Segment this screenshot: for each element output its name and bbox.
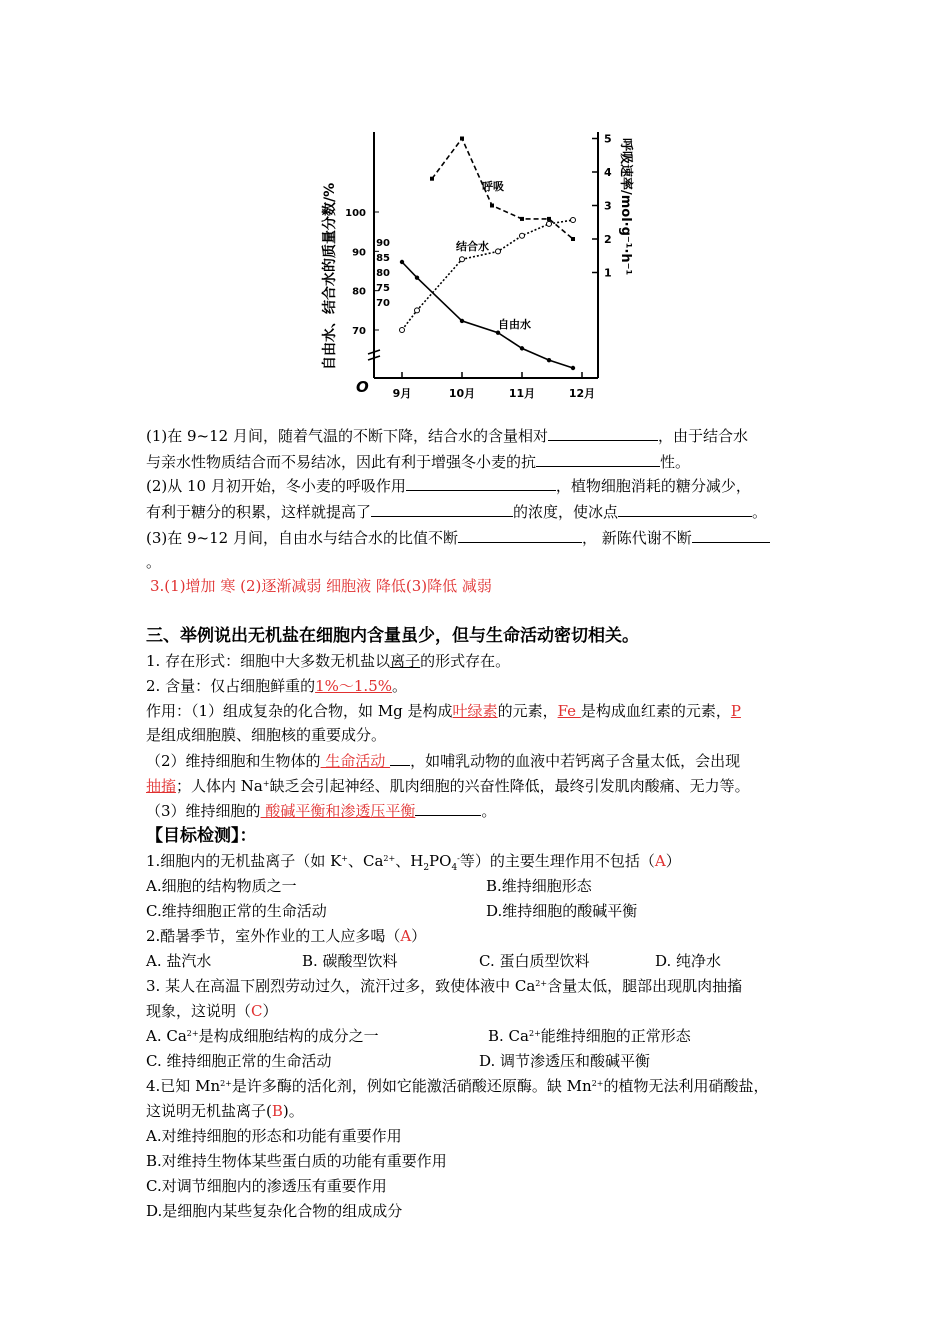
- tq3-option-c: C. 维持细胞正常的生命活动: [146, 1052, 332, 1070]
- series-point-自由水: [460, 319, 464, 323]
- q2-text-c: 有利于糖分的积累，这样就提高了: [146, 503, 372, 521]
- series-point-呼吸: [520, 217, 524, 221]
- target-heading: 【目标检测】：: [146, 826, 257, 846]
- tq3-a-text: A. Ca: [146, 1027, 187, 1045]
- q2-line1: [146, 476, 751, 496]
- use2-line2: [146, 776, 750, 796]
- item1-text: 1. 存在形式：细胞中大多数无机盐以: [146, 652, 391, 670]
- use1-answer-chlorophyll: 叶绿素: [452, 702, 498, 720]
- tq4-text-d: 这说明无机盐离子(: [146, 1102, 272, 1120]
- use3-blank: [415, 801, 481, 816]
- tq3-a-text-2: 是构成细胞结构的成分之一: [198, 1027, 379, 1045]
- q1-text-d: 性。: [660, 453, 691, 471]
- series-point-结合水: [496, 249, 501, 254]
- use2-text-na: ；人体内 Na: [176, 777, 263, 795]
- tq2-option-a: A. 盐汽水: [146, 952, 212, 970]
- tq1-text-e: 等）的主要生理作用不包括（: [459, 852, 655, 870]
- series-label-结合水: 结合水: [456, 240, 489, 253]
- right-axis-title: 呼吸速率/mol·g⁻¹·h⁻¹: [618, 138, 633, 276]
- series-point-自由水: [400, 260, 404, 264]
- tq3-text-d: ）: [262, 1002, 278, 1020]
- use1-line2: 是组成细胞膜、细胞核的重要成分。: [146, 726, 387, 744]
- use1-answer-p: P: [730, 702, 741, 720]
- tq4-option-b: B.对维持生物体某些蛋白质的功能有重要作用: [146, 1152, 447, 1170]
- tq1-option-a: A.细胞的结构物质之一: [146, 877, 297, 895]
- series-line-结合水: [402, 220, 573, 330]
- item2-text: 2. 含量：仅占细胞鲜重的: [146, 677, 316, 695]
- tq1-text-f: ）: [665, 852, 681, 870]
- h2-sub: 2: [423, 863, 430, 873]
- use1-line1: [146, 701, 741, 721]
- tq4-text-c: 的植物无法利用硝酸盐，: [603, 1077, 769, 1095]
- q2-blank-1[interactable]: [406, 476, 556, 491]
- use1-answer-fe: Fe: [557, 702, 581, 720]
- tq4-answer: B: [271, 1102, 283, 1120]
- use1-text-3: 是构成血红素的元素，: [580, 702, 731, 720]
- series-point-呼吸: [490, 204, 494, 208]
- series-point-自由水: [520, 346, 524, 350]
- tick-group: [345, 133, 612, 401]
- x-tick-label: 11月: [508, 387, 536, 400]
- q1-line2: [146, 452, 690, 472]
- k-charge: +: [341, 854, 348, 863]
- mn-charge: 2+: [220, 1079, 232, 1088]
- series-label-呼吸: 呼吸: [482, 180, 504, 193]
- left-tick-label-lower: 70: [376, 298, 390, 309]
- q2-blank-2[interactable]: [371, 502, 513, 517]
- q3-line2: [146, 552, 161, 572]
- series-point-自由水: [571, 366, 575, 370]
- tq2-text: 2.酷暑季节，室外作业的工人应多喝（: [146, 927, 401, 945]
- series-point-结合水: [571, 218, 576, 223]
- q3-text-c: 。: [146, 553, 162, 571]
- series-point-结合水: [400, 328, 405, 333]
- tq4-option-d: D.是细胞内某些复杂化合物的组成成分: [146, 1202, 403, 1220]
- tq2-option-b: B. 碳酸型饮料: [302, 952, 398, 970]
- right-tick-label: 3: [604, 199, 612, 213]
- series-label-自由水: 自由水: [498, 318, 531, 331]
- section3-heading: 三、举例说出无机盐在细胞内含量虽少，但与生命活动密切相关。: [146, 626, 639, 646]
- q1-line1: [146, 426, 748, 446]
- series-point-自由水: [496, 330, 500, 334]
- ca-charge-3: 2+: [186, 1029, 199, 1038]
- tq1-stem: [146, 851, 681, 878]
- use3-line: [146, 801, 496, 821]
- q3-blank-2[interactable]: [692, 528, 770, 543]
- use1-text: 作用：（1）组成复杂的化合物，如 Mg 是构成: [146, 702, 453, 720]
- item1-answer: 离子: [390, 652, 421, 670]
- right-tick-label: 2: [604, 233, 612, 246]
- series-point-自由水: [415, 276, 419, 280]
- q3-text-a: (3)在 9~12 月间，自由水与结合水的比值不断: [146, 529, 458, 547]
- q2-blank-3[interactable]: [618, 502, 752, 517]
- water-respiration-chart: [320, 120, 640, 405]
- series-group: [400, 137, 576, 371]
- po4-charge: -: [457, 854, 460, 863]
- use2-answer: 生命活动: [320, 752, 391, 770]
- tq1-text-d: PO: [429, 852, 452, 870]
- series-point-结合水: [520, 233, 525, 238]
- q2-text-d: 的浓度，使冰点: [513, 503, 619, 521]
- series-point-呼吸: [571, 237, 575, 241]
- q1-text-a: (1)在 9~12 月间，随着气温的不断下降，结合水的含量相对: [146, 427, 548, 445]
- origin-label: O: [356, 378, 369, 396]
- series-point-结合水: [415, 308, 420, 313]
- tq2-option-c: C. 蛋白质型饮料: [479, 952, 590, 970]
- tq4-text-a: 4.已知 Mn: [146, 1077, 221, 1095]
- series-line-自由水: [402, 262, 573, 368]
- series-point-结合水: [547, 221, 552, 226]
- tq3-option-b: [488, 1026, 691, 1046]
- q2-text-b: ，植物细胞消耗的糖分减少，: [555, 477, 751, 495]
- tq3-b-text-2: 能维持细胞的正常形态: [540, 1027, 691, 1045]
- tq3-stem-1: [146, 976, 742, 996]
- tq4-option-a: A.对维持细胞的形态和功能有重要作用: [146, 1127, 402, 1145]
- use2-answer-spasm: 抽搐: [146, 777, 177, 795]
- ca-charge: 2+: [383, 854, 396, 863]
- left-tick-label-lower: 75: [376, 283, 390, 294]
- q2-text-e: 。: [752, 503, 768, 521]
- series-point-呼吸: [547, 217, 551, 221]
- item1-text-end: 的形式存在。: [420, 652, 511, 670]
- tq4-text-b: 是许多酶的活化剂，例如它能激活硝酸还原酶。缺 Mn: [231, 1077, 592, 1095]
- tq2-stem: [146, 926, 426, 946]
- tq2-answer: A: [400, 927, 412, 945]
- use2-text-3: 缺乏会引起神经、肌肉细胞的兴奋性降低，最终引发肌肉酸痛、无力等。: [269, 777, 750, 795]
- tq3-b-text: B. Ca: [488, 1027, 529, 1045]
- tq1-option-b: B.维持细胞形态: [486, 877, 592, 895]
- left-tick-label-lower: 80: [376, 268, 390, 279]
- use2-line1: [146, 751, 740, 771]
- tq1-text-a: 1.细胞内的无机盐离子（如 K: [146, 852, 342, 870]
- x-tick-label: 10月: [448, 387, 476, 400]
- use1-text-2: 的元素，: [497, 702, 558, 720]
- x-tick-label: 12月: [568, 387, 596, 400]
- q2-line2: [146, 502, 767, 522]
- tq3-stem-2: [146, 1001, 278, 1021]
- tq4-stem-2: [146, 1101, 304, 1121]
- right-tick-label: 1: [604, 266, 612, 280]
- ca-charge-2: 2+: [535, 979, 548, 988]
- right-tick-label: 5: [604, 132, 612, 146]
- right-tick-label: 4: [604, 166, 612, 179]
- left-tick-label-lower: 90: [376, 238, 390, 249]
- q3-text-b: ， 新陈代谢不断: [581, 529, 692, 547]
- answer-line: 3.(1)增加 寒 (2)逐渐减弱 细胞液 降低(3)降低 减弱: [150, 577, 492, 595]
- tq3-option-a: [146, 1026, 379, 1046]
- left-tick-label-upper: 90: [352, 247, 366, 259]
- tq1-text-c: 、H: [395, 852, 424, 870]
- tq3-option-d: D. 调节渗透压和酸碱平衡: [479, 1052, 651, 1070]
- na-charge: +: [262, 779, 270, 788]
- q3-line1: [146, 528, 770, 548]
- use3-text: （3）维持细胞的: [146, 802, 261, 820]
- q1-blank-2[interactable]: [536, 452, 660, 467]
- left-tick-label-upper: 70: [352, 326, 366, 337]
- left-tick-label-upper: 100: [345, 208, 366, 219]
- mn-charge-2: 2+: [591, 1079, 604, 1088]
- tq2-option-d: D. 纯净水: [655, 952, 722, 970]
- series-point-呼吸: [430, 177, 434, 181]
- use3-answer: 酸碱平衡和渗透压平衡: [260, 802, 416, 820]
- tq1-option-d: D.维持细胞的酸碱平衡: [486, 902, 638, 920]
- q2-text-a: (2)从 10 月初开始，冬小麦的呼吸作用: [146, 477, 406, 495]
- section3-item1: [146, 651, 510, 671]
- tq3-text-a: 3. 某人在高温下剧烈劳动过久，流汗过多，致使体液中 Ca: [146, 977, 536, 995]
- tq4-stem-1: [146, 1076, 769, 1096]
- x-tick-label: 9月: [392, 387, 412, 400]
- use2-text: （2）维持细胞和生物体的: [146, 752, 321, 770]
- item2-answer: 1%～1.5%: [315, 677, 392, 695]
- q3-blank-1[interactable]: [458, 528, 582, 543]
- tq1-text-b: 、Ca: [348, 852, 384, 870]
- chart-svg: [320, 120, 640, 405]
- series-point-自由水: [547, 358, 551, 362]
- left-tick-label-lower: 85: [376, 253, 390, 264]
- left-tick-label-upper: 80: [352, 286, 366, 298]
- q1-blank-1[interactable]: [548, 426, 658, 441]
- q1-text-b: ，由于结合水: [658, 427, 749, 445]
- item2-text-end: 。: [392, 677, 408, 695]
- tq4-option-c: C.对调节细胞内的渗透压有重要作用: [146, 1177, 387, 1195]
- tq4-text-e: )。: [282, 1102, 304, 1120]
- series-point-结合水: [460, 257, 465, 262]
- use2-blank: [390, 751, 410, 766]
- po4-sub: 4: [451, 863, 458, 873]
- tq3-text-c: 现象，这说明（: [146, 1002, 252, 1020]
- tq3-text-b: 含量太低，腿部出现肌肉抽搐: [547, 977, 743, 995]
- series-point-呼吸: [460, 137, 464, 141]
- tq1-answer: A: [654, 852, 666, 870]
- ca-charge-4: 2+: [528, 1029, 541, 1038]
- left-axis-title: 自由水、结合水的质量分数/%: [322, 182, 338, 370]
- use3-text-end: 。: [481, 802, 497, 820]
- q1-text-c: 与亲水性物质结合而不易结冰，因此有利于增强冬小麦的抗: [146, 453, 537, 471]
- tq3-answer: C: [251, 1002, 263, 1020]
- tq1-option-c: C.维持细胞正常的生命活动: [146, 902, 327, 920]
- tq2-text-end: ）: [411, 927, 427, 945]
- use2-text-2: ，如哺乳动物的血液中若钙离子含量太低，会出现: [410, 752, 741, 770]
- section3-item2: [146, 676, 407, 696]
